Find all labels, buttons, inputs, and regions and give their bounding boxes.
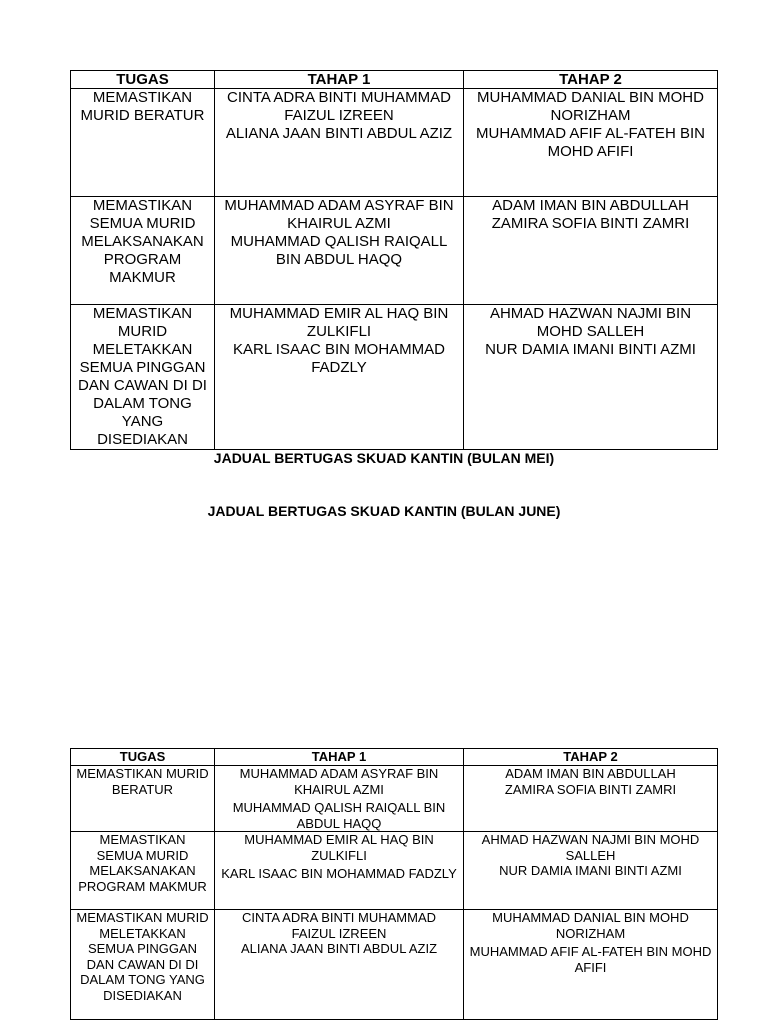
table-header-row bbox=[71, 749, 718, 766]
header-tahap-2: TAHAP 2 bbox=[464, 71, 718, 89]
tahap-1-cell bbox=[215, 89, 464, 197]
header-tahap-1: TAHAP 1 bbox=[215, 749, 464, 766]
student-name: MUHAMMAD DANIAL BIN MOHD NORIZHAM bbox=[477, 89, 704, 124]
table-row bbox=[71, 197, 718, 305]
student-name: NUR DAMIA IMANI BINTI AZMI bbox=[499, 863, 682, 878]
header-tugas: TUGAS bbox=[71, 749, 215, 766]
task-cell: MEMASTIKAN MURID MELETAKKAN SEMUA PINGGAN DAN CAWAN DI DI DALAM TONG YANG DISEDIAKAN bbox=[71, 910, 215, 1020]
student-name: ADAM IMAN BIN ABDULLAH bbox=[505, 766, 676, 781]
student-name: NUR DAMIA IMANI BINTI AZMI bbox=[485, 341, 696, 358]
student-name: MUHAMMAD EMIR AL HAQ BIN ZULKIFLI bbox=[244, 832, 434, 863]
caption-june: JADUAL BERTUGAS SKUAD KANTIN (BULAN JUNE) bbox=[207, 503, 561, 519]
table-header-row bbox=[71, 71, 718, 89]
student-name: ALIANA JAAN BINTI ABDUL AZIZ bbox=[225, 125, 453, 142]
student-name: MUHAMMAD AFIF AL-FATEH BIN MOHD AFIFI bbox=[469, 944, 712, 975]
duty-table-mei bbox=[70, 70, 718, 450]
tahap-1-cell bbox=[215, 766, 464, 832]
tahap-2-cell bbox=[464, 832, 718, 910]
table-row bbox=[71, 832, 718, 910]
student-name: ADAM IMAN BIN ABDULLAH bbox=[492, 197, 689, 214]
student-name: MUHAMMAD QALISH RAIQALL BIN ABDUL HAQQ bbox=[232, 800, 446, 831]
tahap-1-cell bbox=[215, 305, 464, 450]
student-name: AHMAD HAZWAN NAJMI BIN MOHD SALLEH bbox=[489, 305, 692, 340]
table-row bbox=[71, 766, 718, 832]
student-name: AHMAD HAZWAN NAJMI BIN MOHD SALLEH bbox=[481, 832, 700, 863]
task-cell: MEMASTIKAN MURID BERATUR bbox=[71, 89, 215, 197]
tahap-2-cell bbox=[464, 197, 718, 305]
task-cell: MEMASTIKAN SEMUA MURID MELAKSANAKAN PROGRAM MAKMUR bbox=[71, 832, 215, 910]
student-name: MUHAMMAD ADAM ASYRAF BIN KHAIRUL AZMI bbox=[239, 766, 439, 797]
tahap-2-cell bbox=[464, 305, 718, 450]
student-name: MUHAMMAD DANIAL BIN MOHD NORIZHAM bbox=[492, 910, 689, 941]
tahap-1-cell bbox=[215, 832, 464, 910]
student-name: MUHAMMAD QALISH RAIQALL BIN ABDUL HAQQ bbox=[230, 233, 448, 268]
task-cell: MEMASTIKAN MURID BERATUR bbox=[71, 766, 215, 832]
student-name: KARL ISAAC BIN MOHAMMAD FADZLY bbox=[221, 866, 457, 881]
student-name: CINTA ADRA BINTI MUHAMMAD FAIZUL IZREEN bbox=[227, 89, 451, 124]
table-row bbox=[71, 89, 718, 197]
task-cell: MEMASTIKAN SEMUA MURID MELAKSANAKAN PROGRAM MAKMUR bbox=[71, 197, 215, 305]
task-cell: MEMASTIKAN MURID MELETAKKAN SEMUA PINGGAN DAN CAWAN DI DI DALAM TONG YANG DISEDIAKAN bbox=[71, 305, 215, 450]
tahap-1-cell bbox=[215, 197, 464, 305]
student-name: MUHAMMAD AFIF AL-FATEH BIN MOHD AFIFI bbox=[476, 125, 705, 160]
header-tugas: TUGAS bbox=[71, 71, 215, 89]
tahap-2-cell bbox=[464, 766, 718, 832]
table-row bbox=[71, 305, 718, 450]
student-name: ALIANA JAAN BINTI ABDUL AZIZ bbox=[240, 941, 438, 956]
student-name: MUHAMMAD ADAM ASYRAF BIN KHAIRUL AZMI bbox=[224, 197, 454, 232]
header-tahap-2: TAHAP 2 bbox=[464, 749, 718, 766]
student-name: KARL ISAAC BIN MOHAMMAD FADZLY bbox=[233, 341, 445, 376]
caption-mei: JADUAL BERTUGAS SKUAD KANTIN (BULAN MEI) bbox=[213, 450, 555, 466]
student-name: CINTA ADRA BINTI MUHAMMAD FAIZUL IZREEN bbox=[241, 910, 437, 941]
student-name: MUHAMMAD EMIR AL HAQ BIN ZULKIFLI bbox=[229, 305, 449, 340]
tahap-1-cell bbox=[215, 910, 464, 1020]
duty-table-june bbox=[70, 748, 718, 1020]
header-tahap-1: TAHAP 1 bbox=[215, 71, 464, 89]
student-name: ZAMIRA SOFIA BINTI ZAMRI bbox=[504, 781, 677, 797]
tahap-2-cell bbox=[464, 910, 718, 1020]
table-row bbox=[71, 910, 718, 1020]
student-name: ZAMIRA SOFIA BINTI ZAMRI bbox=[491, 215, 690, 232]
tahap-2-cell bbox=[464, 89, 718, 197]
